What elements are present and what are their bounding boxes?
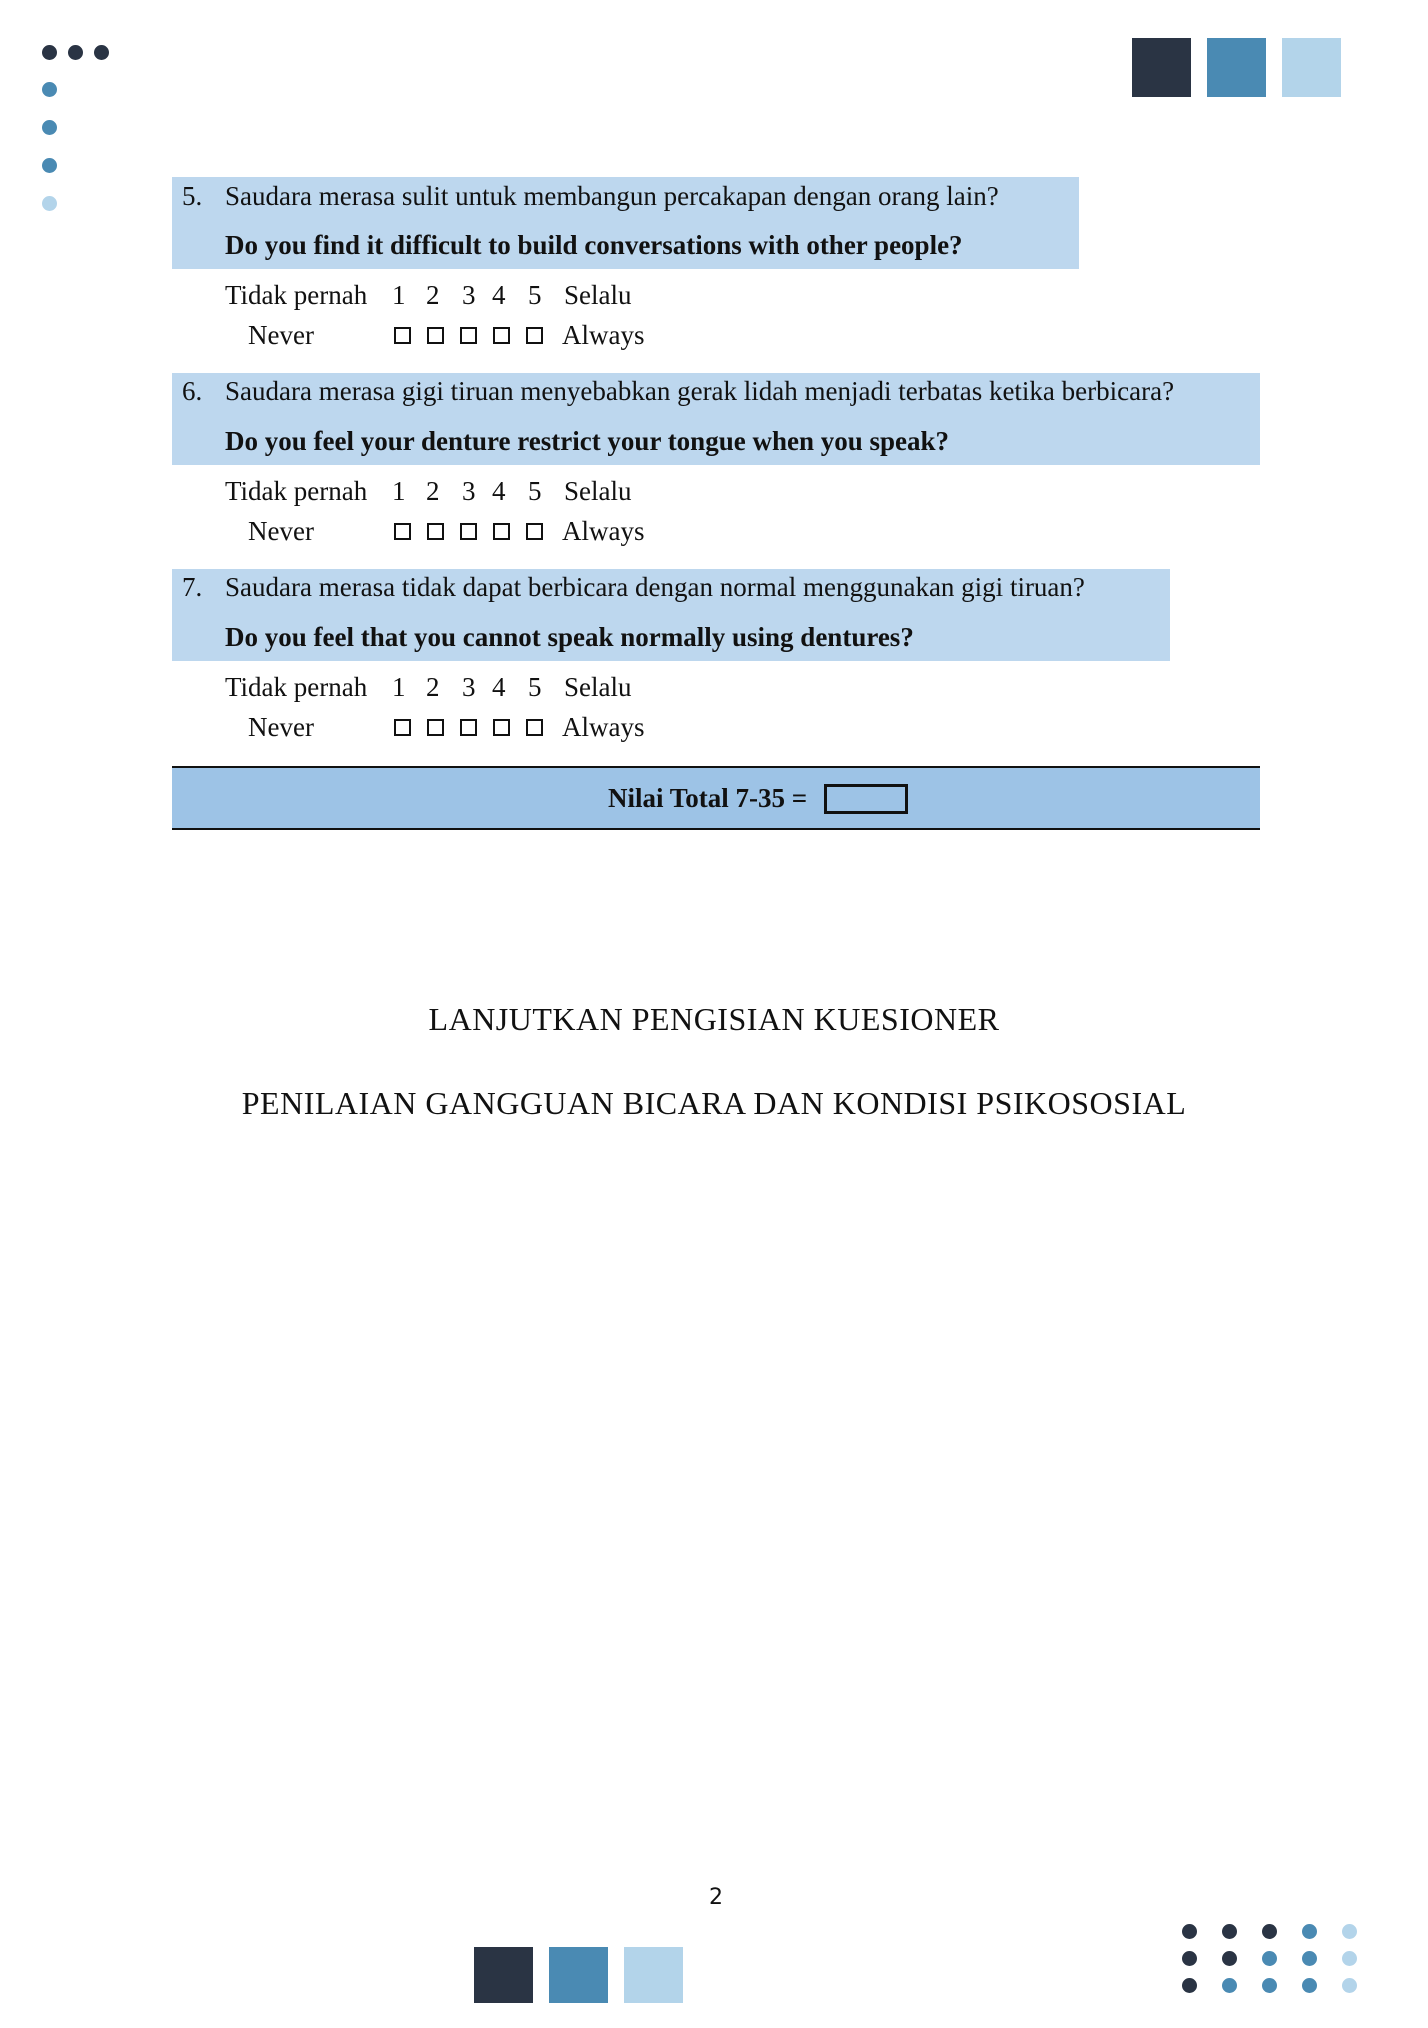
decor-dot: [1182, 1951, 1197, 1966]
rating-checkbox-3[interactable]: [460, 327, 477, 344]
scale-number: 4: [492, 476, 506, 506]
scale-never-en: Never: [248, 712, 314, 742]
scale-always-en: Always: [562, 516, 645, 546]
question-7-box: [172, 569, 1170, 661]
decor-square: [474, 1947, 533, 2003]
question-text-en: Do you feel that you cannot speak normally using dentures?: [225, 622, 914, 652]
decor-dot: [1342, 1951, 1357, 1966]
decor-square: [1132, 38, 1191, 97]
rating-checkbox-1[interactable]: [394, 719, 411, 736]
rating-checkbox-4[interactable]: [493, 523, 510, 540]
decor-square: [624, 1947, 683, 2003]
decor-dot: [42, 196, 57, 211]
scale-never-id: Tidak pernah: [225, 672, 368, 702]
decor-dot: [1262, 1924, 1277, 1939]
question-6-scale: [172, 475, 772, 551]
scale-number: 2: [426, 476, 440, 506]
rating-checkbox-3[interactable]: [460, 523, 477, 540]
scale-number: 4: [492, 672, 506, 702]
scale-always-id: Selalu: [564, 672, 632, 702]
question-5-scale: [172, 279, 772, 355]
question-text-en: Do you find it difficult to build conversations with other people?: [225, 230, 963, 260]
scale-number: 5: [528, 476, 542, 506]
question-text-id: Saudara merasa sulit untuk membangun percakapan dengan orang lain?: [225, 181, 999, 211]
question-text-id: Saudara merasa gigi tiruan menyebabkan gerak lidah menjadi terbatas ketika berbicara?: [225, 376, 1175, 406]
scale-number: 5: [528, 672, 542, 702]
section-heading: PENILAIAN GANGGUAN BICARA DAN KONDISI PSIKOSOSIAL: [241, 1085, 1187, 1121]
rating-checkbox-5[interactable]: [526, 327, 543, 344]
question-number: 6.: [182, 376, 203, 406]
decor-dot: [1222, 1924, 1237, 1939]
continue-heading: LANJUTKAN PENGISIAN KUESIONER: [428, 1001, 1000, 1037]
rating-checkbox-1[interactable]: [394, 327, 411, 344]
decor-dot: [42, 45, 57, 60]
scale-number: 1: [392, 476, 406, 506]
scale-number: 2: [426, 672, 440, 702]
scale-always-en: Always: [562, 320, 645, 350]
page-number: 2: [709, 1885, 723, 1910]
rating-checkbox-1[interactable]: [394, 523, 411, 540]
scale-never-id: Tidak pernah: [225, 476, 368, 506]
scale-never-en: Never: [248, 516, 314, 546]
decor-dot: [94, 45, 109, 60]
rating-checkbox-3[interactable]: [460, 719, 477, 736]
decor-square: [1207, 38, 1266, 97]
question-5-box: [172, 177, 1079, 269]
decor-dot: [68, 45, 83, 60]
decor-dot: [1222, 1978, 1237, 1993]
decor-dot: [1302, 1924, 1317, 1939]
scale-number: 3: [462, 672, 476, 702]
scale-never-en: Never: [248, 320, 314, 350]
question-6-box: [172, 373, 1260, 465]
total-score-label: Nilai Total 7-35 =: [608, 783, 808, 813]
scale-number: 1: [392, 672, 406, 702]
scale-number: 4: [492, 280, 506, 310]
question-number: 7.: [182, 572, 203, 602]
question-7-scale: [172, 671, 772, 747]
rating-checkbox-2[interactable]: [427, 327, 444, 344]
scale-number: 3: [462, 280, 476, 310]
decor-dot: [1342, 1924, 1357, 1939]
decor-dot: [1182, 1924, 1197, 1939]
decor-dot: [1222, 1951, 1237, 1966]
question-number: 5.: [182, 181, 203, 211]
scale-number: 1: [392, 280, 406, 310]
scale-number: 5: [528, 280, 542, 310]
decor-square: [549, 1947, 608, 2003]
rating-checkbox-4[interactable]: [493, 719, 510, 736]
scale-always-en: Always: [562, 712, 645, 742]
rating-checkbox-2[interactable]: [427, 523, 444, 540]
decor-dot: [1302, 1978, 1317, 1993]
question-text-en: Do you feel your denture restrict your tongue when you speak?: [225, 426, 950, 456]
scale-number: 3: [462, 476, 476, 506]
decor-dot: [1262, 1978, 1277, 1993]
decor-square: [1282, 38, 1341, 97]
total-score-bar: [172, 766, 1260, 830]
decor-dot: [1182, 1978, 1197, 1993]
rating-checkbox-4[interactable]: [493, 327, 510, 344]
decor-dot: [1262, 1951, 1277, 1966]
decor-dot: [42, 82, 57, 97]
decor-dot: [1342, 1978, 1357, 1993]
scale-always-id: Selalu: [564, 280, 632, 310]
question-text-id: Saudara merasa tidak dapat berbicara dengan normal menggunakan gigi tiruan?: [225, 572, 1085, 602]
rating-checkbox-2[interactable]: [427, 719, 444, 736]
decor-dot: [42, 158, 57, 173]
rating-checkbox-5[interactable]: [526, 523, 543, 540]
scale-never-id: Tidak pernah: [225, 280, 368, 310]
decor-dot: [1302, 1951, 1317, 1966]
total-score-field[interactable]: [824, 784, 908, 814]
scale-number: 2: [426, 280, 440, 310]
scale-always-id: Selalu: [564, 476, 632, 506]
rating-checkbox-5[interactable]: [526, 719, 543, 736]
decor-dot: [42, 120, 57, 135]
